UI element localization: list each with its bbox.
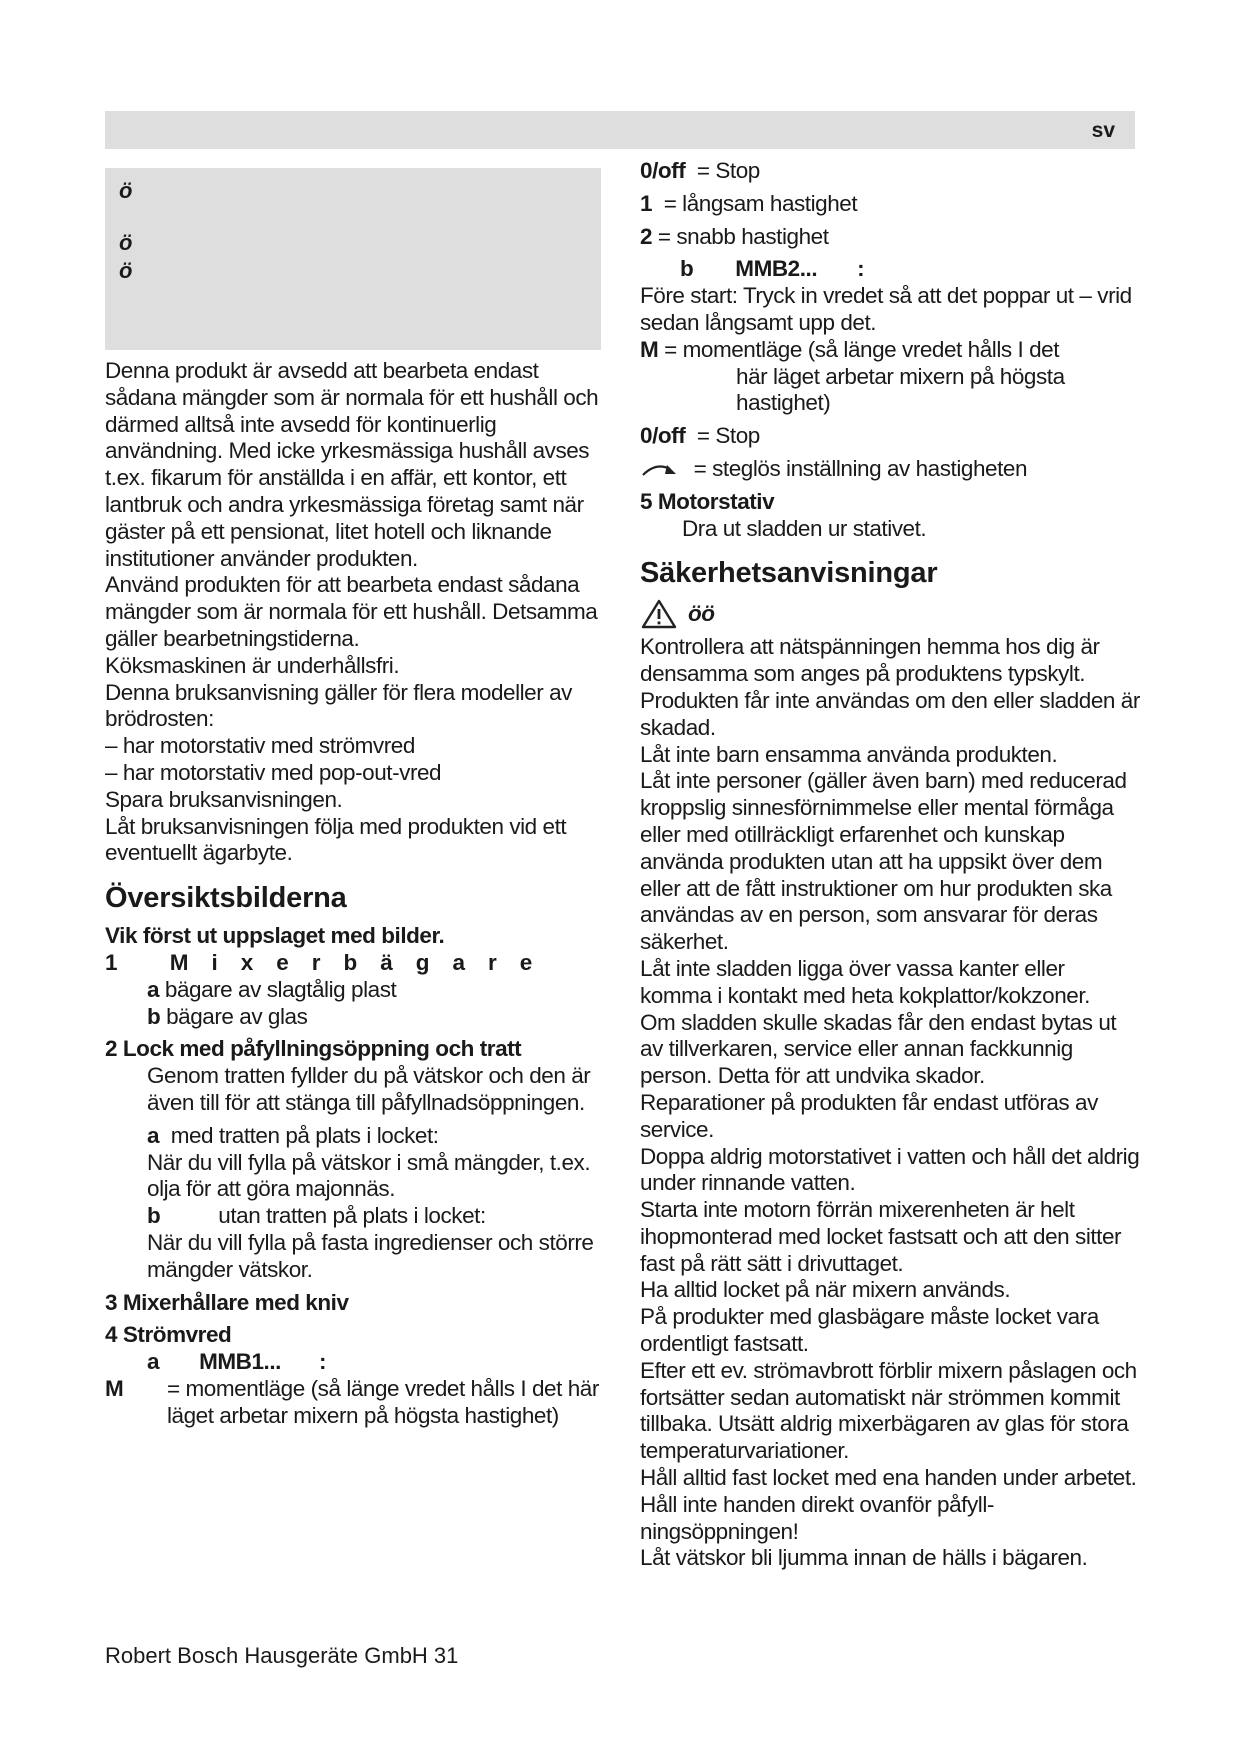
model-variant: – har motorstativ med strömvred (105, 733, 415, 759)
setting-text: = långsam hastighet (663, 190, 858, 216)
safety-text: Låt inte personer (gäller även barn) med reducerad kroppslig sinnesförnimmelse eller mental förmåga eller med otillräckligt erfarenhet och kunskap använda produkten utan att ha uppsikt över dem eller att de fått instruktioner om hur produkten ska användas av en person, som ansvarar för deras säkerhet. (640, 768, 1127, 955)
item-text: med tratten på plats i locket: (170, 1122, 439, 1148)
intro-paragraph: Använd produkten för att bearbeta endast sådana mängder som är normala för ett hushåll. Detsamma gäller bearbetningstiderna. (105, 572, 598, 651)
item-letter: b (147, 1003, 161, 1029)
intro-paragraph: Denna bruksanvisning gäller för flera modeller av brödrosten: (105, 679, 572, 732)
info-box-line: ö (119, 178, 133, 203)
item-letter: b (680, 256, 694, 282)
item-text: bägare av glas (166, 1003, 308, 1029)
safety-text: Låt vätskor bli ljumma innan de hälls i bägaren. (640, 1545, 1088, 1571)
intro-paragraph: Låt bruksanvisningen följa med produkten vid ett eventuellt ägarbyte. (105, 813, 567, 866)
safety-text: Låt inte sladden ligga över vassa kanter eller komma i kontakt med heta kokplattor/kokzoner. (640, 955, 1090, 1008)
info-box-line: ö (119, 258, 133, 283)
setting-key: 0/off (640, 423, 686, 449)
setting-key: 2 (640, 223, 653, 249)
setting-text: = steglös inställning av hastigheten (693, 455, 1028, 481)
intro-paragraph: Köksmaskinen är underhållsfri. (105, 652, 400, 678)
setting-text: = momentläge (så länge vredet hålls I det (664, 336, 1060, 362)
safety-text: Låt inte barn ensamma använda produkten. (640, 741, 1058, 767)
safety-text: Om sladden skulle skadas får den endast bytas ut av tillverkaren, service eller annan fackkunnig person. Detta för att undvika skador. (640, 1009, 1117, 1089)
model-number: MMB2... (735, 256, 818, 282)
left-column (105, 358, 605, 1429)
stepless-arc-icon (640, 459, 682, 479)
item-text: : (318, 1349, 326, 1375)
info-box-line: ö (119, 230, 133, 255)
item-letter: a (147, 1122, 160, 1148)
safety-text: Kontrollera att nätspänningen hemma hos dig är densamma som anges på produktens typskylt. (640, 634, 1100, 687)
header-bar (105, 111, 1135, 149)
item-text: Genom tratten fyllder du på vätskor och den är även till för att stänga till påfyllnadsöppningen. (147, 1063, 591, 1115)
right-column (640, 158, 1140, 1572)
safety-text: Reparationer på produkten får endast utföras av service. (640, 1089, 1098, 1142)
setting-text: = momentläge (så länge vredet hålls I det här läget arbetar mixern på högsta hastighet) (167, 1375, 599, 1428)
safety-text: Produkten får inte användas om den eller sladden är skadad. (640, 687, 1140, 740)
before-start-text: Före start: Tryck in vredet så att det poppar ut – vrid sedan långsamt upp det. (640, 283, 1132, 335)
item-heading: 2 Lock med påfyllningsöppning och tratt (105, 1036, 522, 1062)
warning-label: öö (688, 600, 715, 626)
intro-paragraph: Spara bruksanvisningen. (105, 786, 343, 812)
fold-instruction: Vik först ut uppslaget med bilder. (105, 923, 445, 949)
model-number: MMB1... (199, 1349, 281, 1375)
setting-key: M (640, 336, 659, 362)
section-heading-overview: Översiktsbilderna (105, 882, 347, 915)
item-letter: a (147, 1349, 160, 1375)
footer-text: Robert Bosch Hausgeräte GmbH 31 (105, 1643, 459, 1668)
setting-key: M (105, 1375, 124, 1401)
language-code: sv (1091, 119, 1115, 142)
safety-text: Håll alltid fast locket med ena handen under arbetet. Håll inte handen direkt ovanför påfyllningsöppningen! (640, 1465, 1137, 1544)
item-text: bägare av slagtålig plast (164, 976, 397, 1002)
item-heading: 3 Mixerhållare med kniv (105, 1289, 349, 1315)
setting-text: = Stop (696, 423, 760, 449)
item-text: : (857, 256, 865, 282)
setting-text: = Stop (696, 158, 760, 183)
info-box (105, 168, 601, 350)
item-heading: 1 Mixerbägare (105, 949, 556, 975)
item-text: När du vill fylla på vätskor i små mängder, t.ex. olja för att göra majonnäs. (147, 1149, 591, 1202)
item-heading: 4 Strömvred (105, 1322, 232, 1348)
warning-triangle-icon (640, 598, 678, 630)
item-text: utan tratten på plats i locket: (218, 1203, 486, 1229)
safety-text: På produkter med glasbägare måste locket vara ordentligt fastsatt. (640, 1304, 1099, 1357)
safety-text: Doppa aldrig motorstativet i vatten och håll det aldrig under rinnande vatten. (640, 1143, 1140, 1196)
item-text: När du vill fylla på fasta ingredienser och större mängder vätskor. (147, 1229, 594, 1282)
model-variant: – har motorstativ med pop-out-vred (105, 759, 442, 785)
item-letter: a (147, 976, 160, 1002)
setting-key: 0/off (640, 158, 686, 183)
safety-text: Efter ett ev. strömavbrott förblir mixern påslagen och fortsätter sedan automatiskt när strömmen kommit tillbaka. Utsätt aldrig mixerbägaren av glas för stora temperaturvariationer. (640, 1357, 1137, 1464)
safety-text: Ha alltid locket på när mixern används. (640, 1277, 1011, 1303)
setting-text: här läget arbetar mixern på högsta hastighet) (736, 363, 1065, 416)
safety-text: Starta inte motorn förrän mixerenheten är helt ihopmonterad med locket fastsatt och att den sitter fast på rätt sätt i drivuttaget. (640, 1197, 1122, 1276)
intro-paragraph: Denna produkt är avsedd att bearbeta endast sådana mängder som är normala för ett hushåll och därmed alltså inte avsedd för kontinuerlig användning. Med icke yrkesmässiga hushåll avses t.ex. fikarum för anställda i en affär, ett kontor, ett lantbruk och andra yrkesmässiga företag samt när gäster på ett pensionat, litet hotell och liknande institutioner använder produkten. (105, 358, 599, 571)
setting-key: 1 (640, 190, 653, 216)
section-heading-safety: Säkerhetsanvisningar (640, 557, 938, 590)
item-letter: b (147, 1203, 161, 1229)
item-heading: 5 Motorstativ (640, 488, 775, 514)
setting-text: = snabb hastighet (657, 223, 829, 249)
item-text: Dra ut sladden ur stativet. (682, 515, 927, 541)
